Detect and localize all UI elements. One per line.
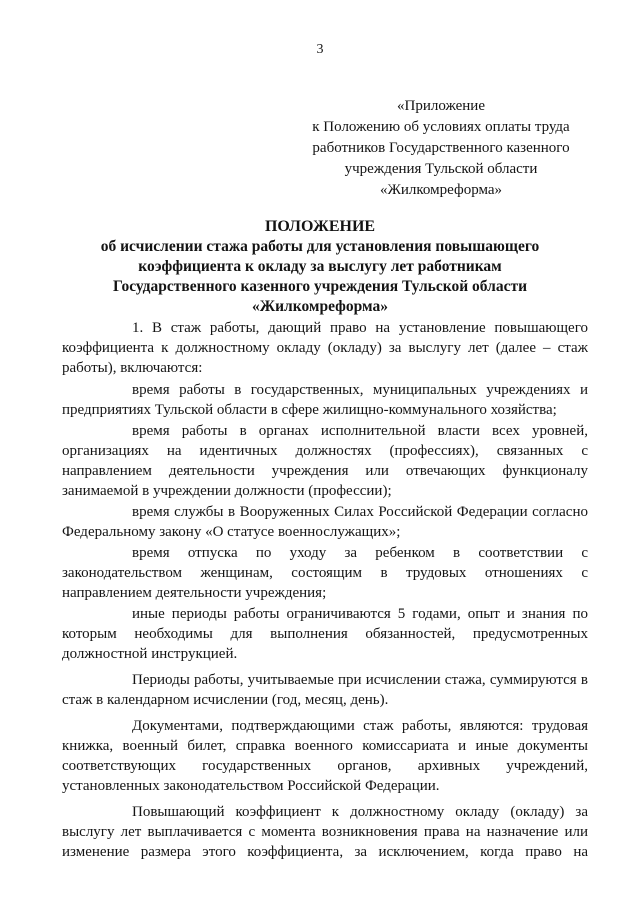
title-heading: ПОЛОЖЕНИЕ xyxy=(264,218,376,235)
paragraph: время работы в государственных, муниципальных учреждениях и предприятиях Тульской области в сфере жилищно-коммунального хозяйства; xyxy=(62,382,588,418)
appendix-line: учреждения Тульской области xyxy=(344,161,538,177)
appendix-line: «Приложение xyxy=(396,98,485,114)
appendix-block xyxy=(310,96,572,201)
document-title xyxy=(80,217,560,317)
title-line: об исчислении стажа работы для установления повышающего xyxy=(100,238,540,255)
paragraph: Повышающий коэффициент к должностному окладу (окладу) за выслугу лет выплачивается с момента возникновения права на назначение или изменение размера этого коэффициента, за исключением, когда право на xyxy=(62,804,588,860)
title-line: Государственного казенного учреждения Тульской области xyxy=(112,278,528,295)
title-line: «Жилкомреформа» xyxy=(252,298,388,315)
paragraph: время отпуска по уходу за ребенком в соответствии с законодательством женщинам, состоящим в трудовых отношениях с направлением деятельности учреждения; xyxy=(62,545,588,601)
paragraph: Периоды работы, учитываемые при исчислении стажа, суммируются в стаж в календарном исчислении (год, месяц, день). xyxy=(62,672,588,708)
title-line: коэффициента к окладу за выслугу лет работникам xyxy=(138,258,502,275)
appendix-line: «Жилкомреформа» xyxy=(379,182,503,198)
document-body xyxy=(62,318,588,864)
paragraph: 1. В стаж работы, дающий право на установление повышающего коэффициента к должностному окладу (окладу) за выслугу лет (далее – стаж работы), включаются: xyxy=(62,320,588,376)
paragraph: время службы в Вооруженных Силах Российской Федерации согласно Федеральному закону «О статусе военнослужащих»; xyxy=(62,504,588,540)
appendix-line: к Положению об условиях оплаты труда xyxy=(312,119,570,135)
paragraph: иные периоды работы ограничиваются 5 годами, опыт и знания по которым необходимы для выполнения обязанностей, предусмотренных должностной инструкцией. xyxy=(62,606,588,662)
page-number: 3 xyxy=(316,42,324,57)
paragraph: Документами, подтверждающими стаж работы, являются: трудовая книжка, военный билет, справка военного комиссариата и иные документы соответствующих государственных органов, архивных учреждений, установленных законодательством Российской Федерации. xyxy=(62,718,588,794)
paragraph: время работы в органах исполнительной власти всех уровней, организациях на идентичных должностях (профессиях), связанных с направлением деятельности учреждения или отвечающих функционалу занимаемой в учреждении должности (профессии); xyxy=(62,423,588,499)
appendix-line: работников Государственного казенного xyxy=(312,140,570,156)
